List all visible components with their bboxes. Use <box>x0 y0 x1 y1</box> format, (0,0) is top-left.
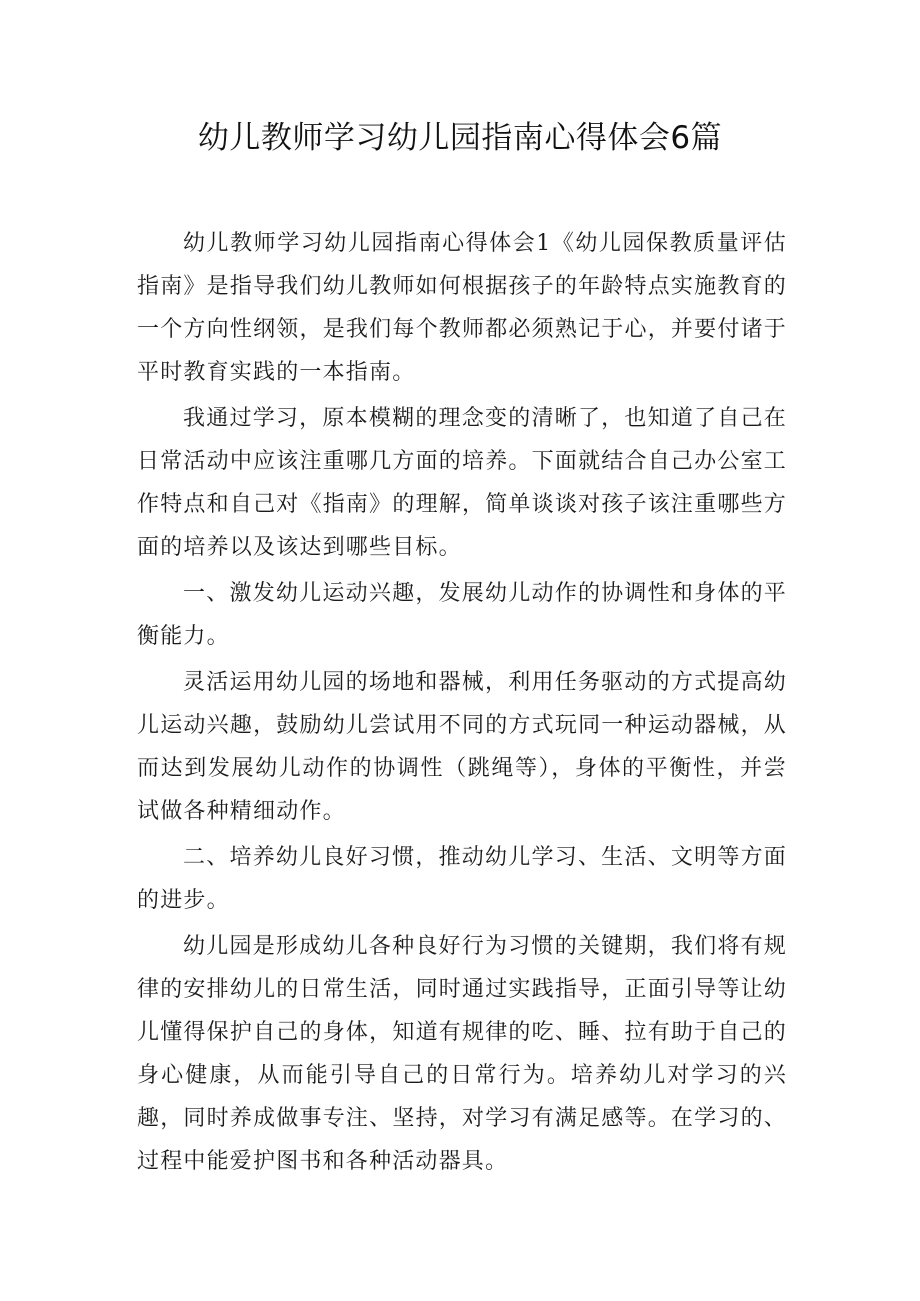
paragraph: 灵活运用幼儿园的场地和器械，利用任务驱动的方式提高幼儿运动兴趣，鼓励幼儿尝试用不同的方式玩同一种运动器械，从而达到发展幼儿动作的协调性（跳绳等），身体的平衡性，并尝试做各种精细动作。 <box>137 670 787 824</box>
section-heading-1: 一、激发幼儿运动兴趣，发展幼儿动作的协调性和身体的平衡能力。 <box>137 581 787 649</box>
document-body <box>137 222 787 1186</box>
section-heading-2: 二、培养幼儿良好习惯，推动幼儿学习、生活、文明等方面的进步。 <box>137 845 787 913</box>
paragraph: 幼儿教师学习幼儿园指南心得体会1《幼儿园保教质量评估指南》是指导我们幼儿教师如何根据孩子的年龄特点实施教育的一个方向性纲领，是我们每个教师都必须熟记于心，并要付诸于平时教育实践的一本指南。 <box>137 231 787 385</box>
paragraph: 我通过学习，原本模糊的理念变的清晰了，也知道了自己在日常活动中应该注重哪几方面的培养。下面就结合自己办公室工作特点和自己对《指南》的理解，简单谈谈对孩子该注重哪些方面的培养以及该达到哪些目标。 <box>137 406 787 560</box>
document-title: 幼儿教师学习幼儿园指南心得体会6篇 <box>197 120 723 156</box>
paragraph: 幼儿园是形成幼儿各种良好行为习惯的关键期，我们将有规律的安排幼儿的日常生活，同时通过实践指导，正面引导等让幼儿懂得保护自己的身体，知道有规律的吃、睡、拉有助于自己的身心健康，从而能引导自己的日常行为。培养幼儿对学习的兴趣，同时养成做事专注、坚持，对学习有满足感等。在学习的、过程中能爱护图书和各种活动器具。 <box>137 934 787 1174</box>
